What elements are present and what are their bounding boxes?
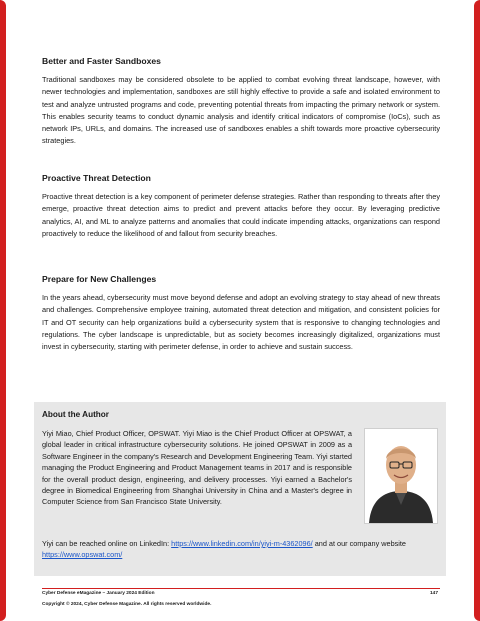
left-accent-bar [0, 0, 6, 621]
contact-middle: and at our company website [312, 539, 406, 548]
right-accent-bar [474, 0, 480, 621]
company-website-link[interactable]: https://www.opswat.com/ [42, 550, 123, 560]
section-body-sandboxes: Traditional sandboxes may be considered obsolete to be applied to combat evolving threat landscape, however, with newer technologies and implementation, sandboxes are still highly effective to provide a safe and isolated environment to test and analyze untrusted programs and code, preventing potential threats from impacting the primary network or system. This enables security teams to conduct dynamic analysis and identify critical indicators of compromise (IoCs), such as network IPs, URLs, and domains. The increased use of sandboxes enables a shift towards more proactive cybersecurity strategies. [42, 75, 440, 146]
footer-divider [42, 588, 440, 589]
section-body-threat-detection: Proactive threat detection is a key component of perimeter defense strategies. Rather than responding to threats after they emerge, proactive threat detection aims to predict and prevent attacks before they occur. By leveraging predictive analytics, AI, and ML to analyze patterns and anomalies that could indicate impending attacks, organizations can respond proactively to reduce the likelihood of and fallout from security breaches. [42, 192, 441, 238]
about-author-heading: About the Author [42, 410, 109, 419]
contact-prefix: Yiyi can be reached online on LinkedIn: [42, 539, 172, 548]
linkedin-link[interactable]: https://www.linkedin.com/in/yiyi-m-4362096/ [171, 539, 313, 548]
section-heading-challenges: Prepare for New Challenges [42, 274, 157, 284]
footer-edition: Cyber Defense eMagazine – January 2024 Edition [42, 591, 155, 596]
author-photo [364, 428, 438, 524]
section-heading-threat-detection: Proactive Threat Detection [42, 173, 151, 183]
author-contact [42, 538, 442, 561]
section-body-challenges: In the years ahead, cybersecurity must move beyond defense and adopt an evolving strategy to stay ahead of new threats and challenges. Comprehensive employee training, automated threat detection and mitigation, and consistent policies for IT and OT security can help organizations build a cybersecurity system that is responsive to changing technologies and regulations. The cyber landscape is unpredictable, but as society becomes increasingly digitalized, organizations must invest in cybersecurity, starting with perimeter defense, in order to achieve and sustain success. [42, 293, 440, 352]
about-author-box [34, 402, 446, 576]
section-heading-sandboxes: Better and Faster Sandboxes [42, 56, 161, 66]
footer-page-number: 147 [429, 591, 438, 596]
author-bio: Yiyi Miao, Chief Product Officer, OPSWAT. Yiyi Miao is the Chief Product Officer at OPSWAT, a global leader in critical infrastructure cybersecurity solutions. He joined OPSWAT in 2009 as a Software Engineer in the company's Research and Development Engineering Team. Yiyi started managing the Product Engineering and Product Management teams in 2017 and is responsible for the overall product design, engineering, and delivery processes. Yiyi earned a Bachelor's degree in Biomedical Engineering from Shanghai University in China and a Master's degree in Computer Science from San Francisco State University. [42, 429, 352, 507]
footer-copyright: Copyright © 2024, Cyber Defense Magazine. All rights reserved worldwide. [42, 602, 212, 607]
author-portrait-icon [365, 429, 437, 523]
